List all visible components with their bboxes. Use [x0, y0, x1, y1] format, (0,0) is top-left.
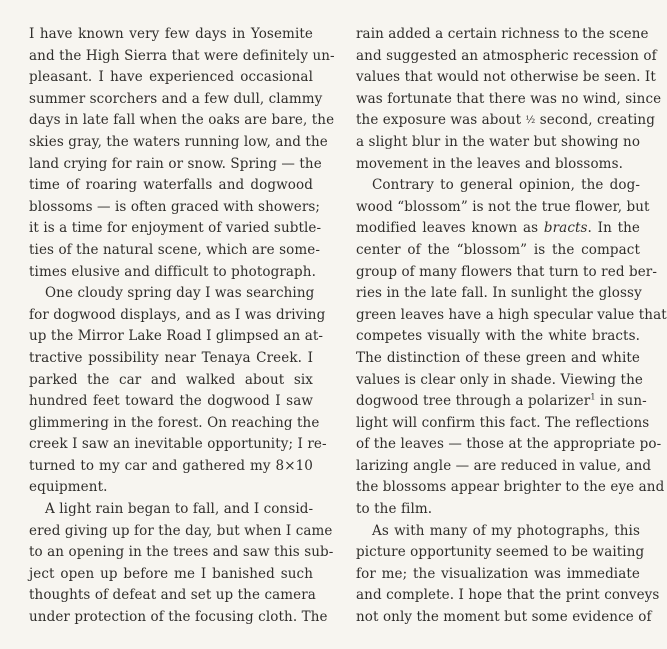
right-text-line: for me; the visualization was immediate	[356, 565, 640, 582]
left-text-line: up the Mirror Lake Road I glimpsed an at-	[29, 328, 324, 345]
line-text: modified leaves known as	[356, 220, 539, 237]
right-text-column	[356, 24, 667, 629]
left-text-line: hundred feet toward the dogwood I saw	[29, 393, 313, 410]
left-text-line: time of roaring waterfalls and dogwood	[29, 177, 313, 194]
right-text-line: Contrary to general opinion, the dog-	[372, 177, 640, 194]
left-text-line: glimmering in the forest. On reaching the	[29, 414, 320, 431]
left-text-line: turned to my car and gathered my 8×10	[29, 457, 313, 474]
right-text-line: The distinction of these green and white	[356, 349, 640, 366]
right-text-line: to the film.	[356, 501, 433, 518]
right-text-line: picture opportunity seemed to be waiting	[356, 544, 645, 561]
left-text-line: to an opening in the trees and saw this sub-	[29, 544, 334, 561]
left-text-line: I have known very few days in Yosemite	[29, 26, 313, 42]
left-text-line: tractive possibility near Tenaya Creek. I	[29, 349, 313, 366]
right-text-line: and complete. I hope that the print conveys	[356, 587, 660, 604]
right-text-line: wood “blossom” is not the true flower, but	[356, 198, 650, 215]
right-text-line: of the leaves — those at the appropriate po-	[356, 436, 662, 453]
left-text-column	[29, 24, 335, 629]
right-text-line	[356, 110, 655, 132]
left-text-line: equipment.	[29, 479, 108, 496]
fraction-text: ½	[525, 115, 536, 127]
right-text-line: the blossoms appear brighter to the eye and	[356, 479, 665, 496]
right-text-line: rain added a certain richness to the scene	[356, 26, 649, 42]
footnote-marker: 1	[590, 392, 596, 402]
right-text-line: group of many flowers that turn to red ber-	[356, 263, 657, 280]
right-text-line: ries in the late fall. In sunlight the glossy	[356, 285, 642, 302]
left-text-line: and the High Sierra that were definitely un-	[29, 47, 335, 64]
left-text-line: blossoms — is often graced with showers;	[29, 198, 321, 215]
right-text-line: As with many of my photographs, this	[372, 522, 640, 539]
right-text-line	[356, 218, 640, 240]
right-text-line: was fortunate that there was no wind, since	[356, 90, 662, 107]
left-text-line: days in late fall when the oaks are bare, the	[29, 112, 335, 129]
left-text-line: ties of the natural scene, which are some-	[29, 241, 320, 258]
left-text-line: ject open up before me I banished such	[29, 565, 313, 582]
right-text-line: larizing angle — are reduced in value, and	[356, 457, 652, 474]
left-text-line: under protection of the focusing cloth. The	[29, 609, 328, 626]
right-text-line: light will confirm this fact. The reflections	[356, 414, 650, 431]
right-text-line: and suggested an atmospheric recession of	[356, 47, 657, 64]
right-text-line: competes visually with the white bracts.	[356, 328, 640, 345]
right-text-line: a slight blur in the water but showing no	[356, 133, 641, 150]
left-text-line: creek I saw an inevitable opportunity; I re-	[29, 436, 327, 453]
left-text-line: land crying for rain or snow. Spring — the	[29, 155, 322, 172]
left-text-line: pleasant. I have experienced occasional	[29, 69, 313, 86]
right-text-line: values is clear only in shade. Viewing the	[356, 371, 643, 388]
line-text: in sun-	[595, 393, 647, 410]
left-text-line: One cloudy spring day I was searching	[45, 285, 315, 302]
right-text-line: not only the moment but some evidence of	[356, 609, 652, 626]
line-text: dogwood tree through a polarizer	[356, 393, 591, 410]
left-text-line: times elusive and difficult to photograph.	[29, 263, 316, 280]
italic-term: bracts	[543, 220, 588, 237]
right-text-line: green leaves have a high specular value that	[356, 306, 667, 323]
left-text-line: A light rain began to fall, and I consid-	[45, 501, 314, 518]
left-text-line: parked the car and walked about six	[29, 371, 313, 388]
line-text: . In the	[587, 220, 640, 237]
right-text-line: movement in the leaves and blossoms.	[356, 155, 624, 172]
line-text: the exposure was about	[356, 112, 522, 129]
right-text-line: values that would not otherwise be seen. It	[356, 69, 656, 86]
left-text-line: ered giving up for the day, but when I came	[29, 522, 333, 539]
left-text-line: thoughts of defeat and set up the camera	[29, 587, 316, 604]
left-text-line: skies gray, the waters running low, and the	[29, 133, 328, 150]
left-text-line: for dogwood displays, and as I was driving	[29, 306, 326, 323]
right-text-line: center of the “blossom” is the compact	[356, 241, 640, 258]
left-text-line: summer scorchers and a few dull, clammy	[29, 90, 323, 107]
left-text-line: it is a time for enjoyment of varied subtle-	[29, 220, 322, 237]
right-text-line	[356, 391, 647, 413]
line-text: second, creating	[539, 112, 655, 129]
